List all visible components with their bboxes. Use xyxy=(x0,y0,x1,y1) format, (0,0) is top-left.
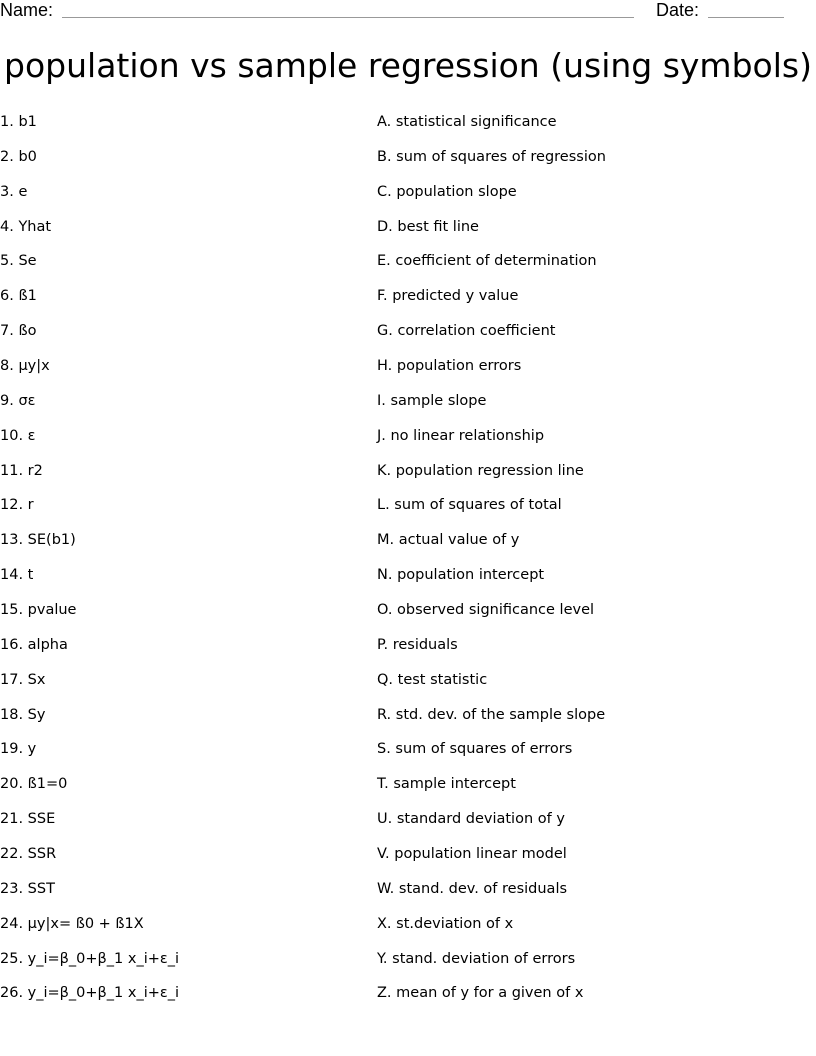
definition-item: M. actual value of y xyxy=(377,532,520,549)
term-item: 6. ß1 xyxy=(0,288,37,305)
term-item: 24. µy|x= ß0 + ß1X xyxy=(0,915,144,932)
definition-item: X. st.deviation of x xyxy=(377,915,514,932)
term-item: 25. y_i=β_0+β_1 x_i+ε_i xyxy=(0,950,180,967)
definition-item: U. standard deviation of y xyxy=(377,811,565,828)
definition-item: N. population intercept xyxy=(377,567,545,584)
definition-item: A. statistical significance xyxy=(377,114,557,130)
definition-item: Q. test statistic xyxy=(377,671,488,688)
definition-item: I. sample slope xyxy=(377,392,487,409)
definition-item: E. coefficient of determination xyxy=(377,253,597,270)
term-item: 26. y_i=β_0+β_1 x_i+ε_i xyxy=(0,985,180,1002)
term-item: 2. b0 xyxy=(0,148,37,165)
definition-item: L. sum of squares of total xyxy=(377,497,562,514)
page-title: population vs sample regression (using symbols) xyxy=(4,46,812,85)
definition-item: P. residuals xyxy=(377,636,458,653)
term-item: 20. ß1=0 xyxy=(0,776,68,793)
term-item: 5. Se xyxy=(0,253,37,270)
term-item: 23. SST xyxy=(0,880,55,897)
term-item: 21. SSE xyxy=(0,811,56,828)
term-item: 10. ε xyxy=(0,427,36,444)
name-blank-line[interactable] xyxy=(62,17,634,18)
term-item: 1. b1 xyxy=(0,114,37,130)
term-item: 16. alpha xyxy=(0,636,68,653)
term-item: 3. e xyxy=(0,183,28,200)
term-item: 17. Sx xyxy=(0,671,46,688)
definitions-list xyxy=(377,112,807,1018)
term-item: 19. y xyxy=(0,741,37,758)
term-item: 9. σε xyxy=(0,392,36,409)
definition-item: B. sum of squares of regression xyxy=(377,148,606,165)
definition-item: C. population slope xyxy=(377,183,517,200)
term-item: 11. r2 xyxy=(0,462,43,479)
definition-item: R. std. dev. of the sample slope xyxy=(377,706,606,723)
term-item: 7. ßo xyxy=(0,323,37,340)
definition-item: T. sample intercept xyxy=(377,776,516,793)
term-item: 18. Sy xyxy=(0,706,46,723)
definition-item: K. population regression line xyxy=(377,462,584,479)
definition-item: F. predicted y value xyxy=(377,288,519,305)
term-item: 4. Yhat xyxy=(0,218,52,235)
terms-list xyxy=(0,112,360,1018)
definition-item: Z. mean of y for a given of x xyxy=(377,985,584,1002)
date-blank-line[interactable] xyxy=(708,17,784,18)
date-label: Date: xyxy=(656,0,700,20)
term-item: 15. pvalue xyxy=(0,602,77,619)
definition-item: Y. stand. deviation of errors xyxy=(377,950,576,967)
definition-item: V. population linear model xyxy=(377,846,567,863)
definition-item: D. best fit line xyxy=(377,218,479,235)
definition-item: G. correlation coefficient xyxy=(377,323,556,340)
definition-item: H. population errors xyxy=(377,358,522,375)
term-item: 12. r xyxy=(0,497,34,514)
term-item: 8. µy|x xyxy=(0,358,50,375)
definition-item: O. observed significance level xyxy=(377,602,595,619)
term-item: 14. t xyxy=(0,567,34,584)
definition-item: W. stand. dev. of residuals xyxy=(377,880,568,897)
term-item: 13. SE(b1) xyxy=(0,532,76,549)
definition-item: S. sum of squares of errors xyxy=(377,741,573,758)
name-label: Name: xyxy=(0,0,54,20)
definition-item: J. no linear relationship xyxy=(377,427,545,444)
worksheet-header xyxy=(0,0,816,24)
term-item: 22. SSR xyxy=(0,846,57,863)
